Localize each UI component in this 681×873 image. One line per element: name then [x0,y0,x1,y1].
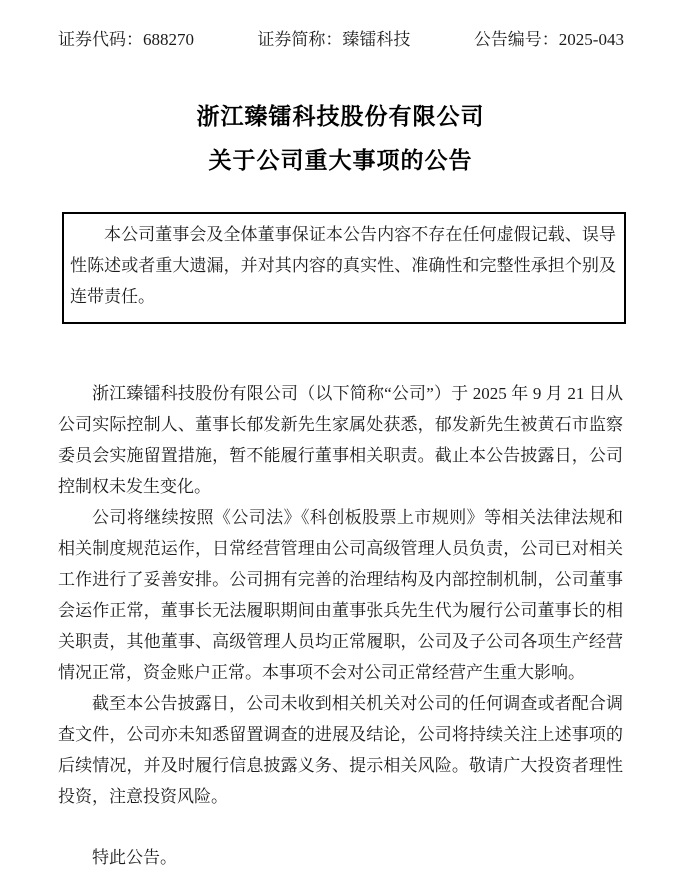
stock-short-name-label: 证券简称：臻镭科技 [257,30,411,49]
title-company-name: 浙江臻镭科技股份有限公司 [196,103,485,129]
closing-statement: 特此公告。 [92,848,177,867]
board-disclaimer-box [62,212,626,324]
paragraph-governance-arrangements: 公司将继续按照《公司法》《科创板股票上市规则》等相关法律法规和相关制度规范运作，日常经营管理由公司高级管理人员负责，公司已对相关工作进行了妥善安排。公司拥有完善的治理结构及内部控制机制，公司董事会运作正常，董事长无法履职期间由董事张兵先生代为履行公司董事长的相关职责，其他董事、高级管理人员均正常履职，公司及子公司各项生产经营情况正常，资金账户正常。本事项不会对公司正常经营产生重大影响。 [58,508,623,682]
board-disclaimer-text: 本公司董事会及全体董事保证本公告内容不存在任何虚假记载、误导性陈述或者重大遗漏，并对其内容的真实性、准确性和完整性承担个别及连带责任。 [70,225,616,306]
document-body [58,378,623,873]
document-header [0,0,681,50]
paragraph-detention-event: 浙江臻镭科技股份有限公司（以下简称“公司”）于 2025 年 9 月 21 日从公司实际控制人、董事长郁发新先生家属处获悉，郁发新先生被黄石市监察委员会实施留置措施，暂不能履行董事相关职责。截止本公告披露日，公司控制权未发生变化。 [58,384,623,496]
stock-code-label: 证券代码：688270 [58,30,194,49]
document-title [0,94,681,182]
announcement-number-label: 公告编号：2025-043 [473,30,624,49]
title-announcement-subject: 关于公司重大事项的公告 [208,147,473,173]
paragraph-risk-notice: 截至本公告披露日，公司未收到相关机关对公司的任何调查或者配合调查文件，公司亦未知悉留置调查的进展及结论，公司将持续关注上述事项的后续情况，并及时履行信息披露义务、提示相关风险。敬请广大投资者理性投资，注意投资风险。 [58,694,623,806]
